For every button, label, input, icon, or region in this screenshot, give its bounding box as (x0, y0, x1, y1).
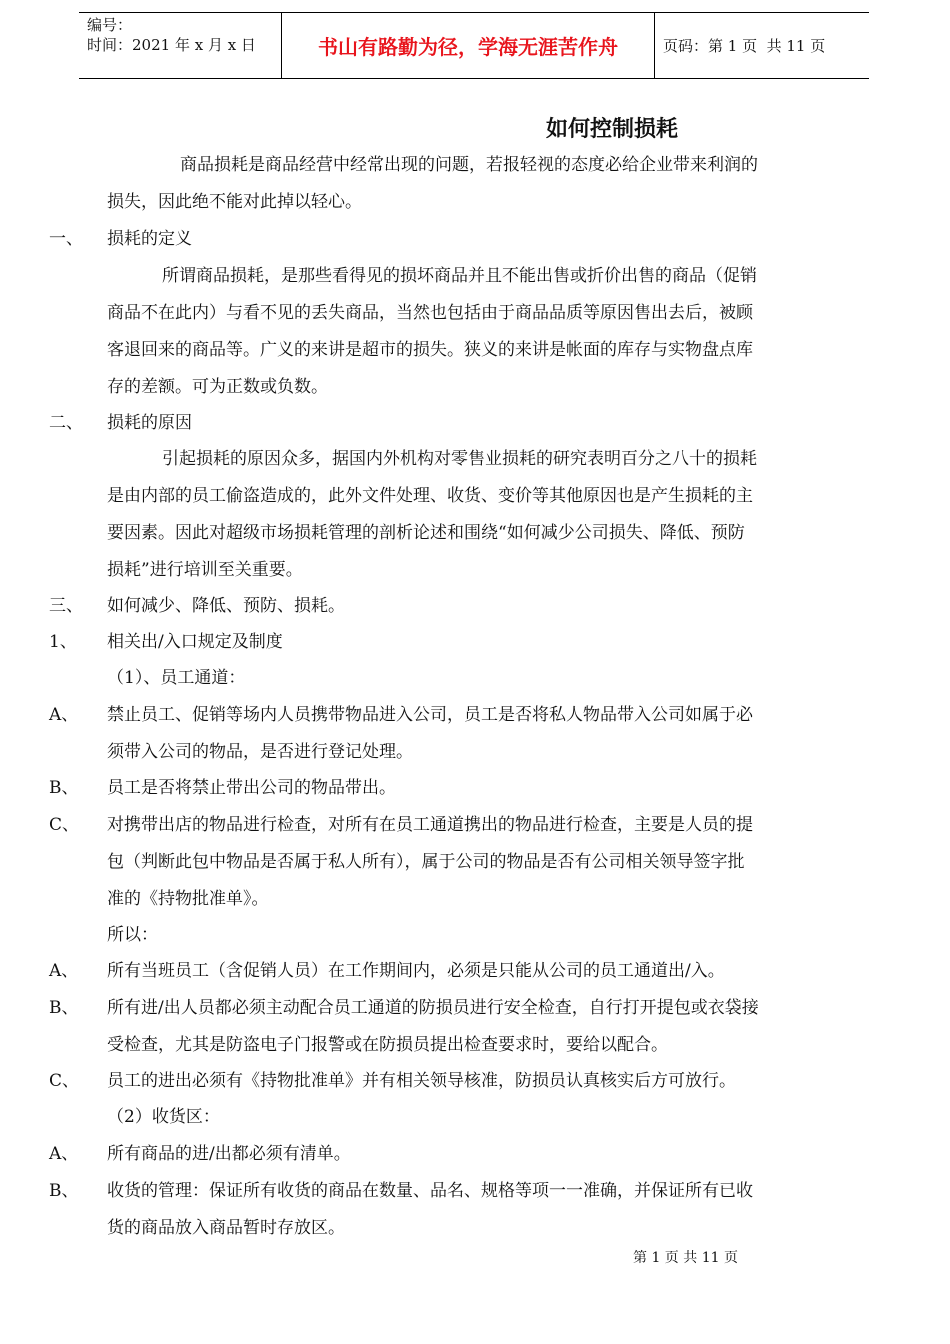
staff-rule-line: 准的《持物批准单》。 (107, 889, 269, 909)
section-2-line: 引起损耗的原因众多，据国内外机构对零售业损耗的研究表明百分之八十的损耗 (162, 449, 757, 469)
section-1-line: 存的差额。可为正数或负数。 (107, 377, 328, 397)
so-rule-marker: A、 (49, 961, 79, 981)
receiving-rule-marker: B、 (49, 1181, 79, 1201)
document-date: 时间：2021 年 x 月 x 日 (87, 36, 256, 54)
section-2-line: 是由内部的员工偷盗造成的，此外文件处理、收货、变价等其他原因也是产生损耗的主 (107, 486, 753, 506)
section-1-line: 商品不在此内）与看不见的丢失商品，当然也包括由于商品品质等原因售出去后，被顾 (107, 303, 753, 323)
intro-line-2: 损失，因此绝不能对此掉以轻心。 (107, 192, 362, 212)
so-rule-marker: B、 (49, 998, 79, 1018)
header-page-info (655, 13, 869, 78)
page-info-text: 页码：第 1 页 共 11 页 (663, 37, 826, 55)
so-rule-line: 所有当班员工（含促销人员）在工作期间内，必须是只能从公司的员工通道出/入。 (107, 961, 725, 981)
section-3-marker: 三、 (49, 596, 83, 616)
staff-rule-line: 包（判断此包中物品是否属于私人所有），属于公司的物品是否有公司相关领导签字批 (107, 852, 745, 872)
receiving-rule-line: 所有商品的进/出都必须有清单。 (107, 1144, 351, 1164)
intro-line-1: 商品损耗是商品经营中经常出现的问题，若报轻视的态度必给企业带来利润的 (180, 155, 758, 175)
section-1-line: 客退回来的商品等。广义的来讲是超市的损失。狭义的来讲是帐面的库存与实物盘点库 (107, 340, 753, 360)
section-2-marker: 二、 (49, 413, 83, 433)
staff-rule-marker: A、 (49, 705, 79, 725)
staff-rule-line: 禁止员工、促销等场内人员携带物品进入公司，员工是否将私人物品带入公司如属于必 (107, 705, 753, 725)
section-2-line: 损耗”进行培训至关重要。 (107, 560, 303, 580)
document-title: 如何控制损耗 (546, 117, 679, 142)
staff-rule-line: 须带入公司的物品，是否进行登记处理。 (107, 742, 413, 762)
section-1-line: 所谓商品损耗，是那些看得见的损坏商品并且不能出售或折价出售的商品（促销 (162, 266, 757, 286)
so-label: 所以： (107, 925, 158, 945)
subsection-staff-passage: （1）、员工通道： (107, 668, 246, 688)
receiving-rule-line: 收货的管理：保证所有收货的商品在数量、品名、规格等项一一准确，并保证所有已收 (107, 1181, 753, 1201)
staff-rule-marker: B、 (49, 778, 79, 798)
header-meta (79, 13, 281, 78)
header-table (79, 12, 869, 79)
receiving-rule-marker: A、 (49, 1144, 79, 1164)
so-rule-line: 员工的进出必须有《持物批准单》并有相关领导核准，防损员认真核实后方可放行。 (107, 1071, 736, 1091)
subsection-receiving: （2）收货区： (107, 1107, 220, 1127)
section-3-heading: 如何减少、降低、预防、损耗。 (107, 596, 345, 616)
staff-rule-line: 员工是否将禁止带出公司的物品带出。 (107, 778, 396, 798)
so-rule-line: 受检查，尤其是防盗电子门报警或在防损员提出检查要求时，要给以配合。 (107, 1035, 668, 1055)
so-rule-marker: C、 (49, 1071, 80, 1091)
item-1-marker: 1、 (49, 632, 77, 652)
receiving-rule-line: 货的商品放入商品暂时存放区。 (107, 1218, 345, 1238)
header-motto: 书山有路勤为径，学海无涯苦作舟 (281, 13, 655, 78)
staff-rule-line: 对携带出店的物品进行检查，对所有在员工通道携出的物品进行检查，主要是人员的提 (107, 815, 753, 835)
staff-rule-marker: C、 (49, 815, 80, 835)
document-number: 编号： (87, 16, 133, 34)
section-2-heading: 损耗的原因 (107, 413, 192, 433)
section-1-heading: 损耗的定义 (107, 229, 192, 249)
item-1-text: 相关出/入口规定及制度 (107, 632, 283, 652)
section-1-marker: 一、 (49, 229, 83, 249)
page-footer: 第 1 页 共 11 页 (633, 1250, 738, 1266)
section-2-line: 要因素。因此对超级市场损耗管理的剖析论述和围绕“如何减少公司损失、降低、预防 (107, 523, 745, 543)
so-rule-line: 所有进/出人员都必须主动配合员工通道的防损员进行安全检查，自行打开提包或衣袋接 (107, 998, 759, 1018)
